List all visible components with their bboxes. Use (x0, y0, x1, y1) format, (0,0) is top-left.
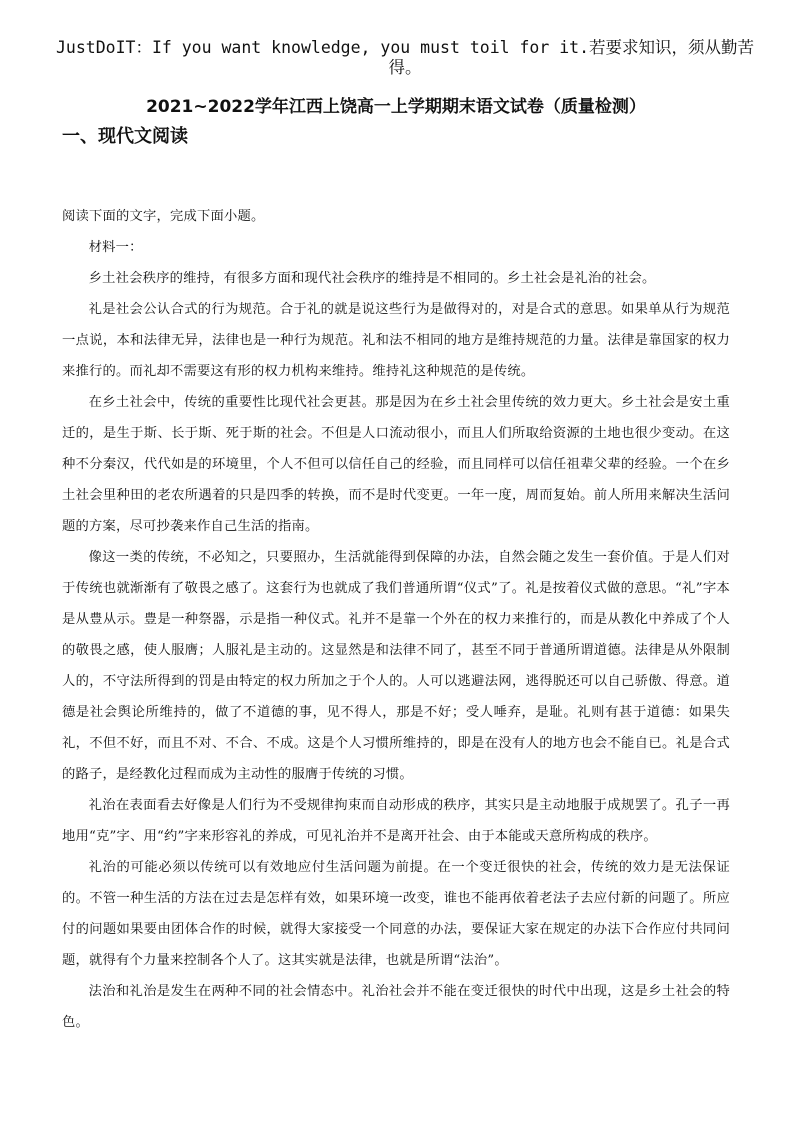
paragraph: 礼治在表面看去好像是人们行为不受规律拘束而自动形成的秩序，其实只是主动地服于成规罢了。孔子一再地用“克”字、用“约”字来形容礼的养成，可见礼治并不是离开社会、由于本能或天意所构成的秩序。 (62, 798, 730, 844)
paragraph: 在乡土社会中，传统的重要性比现代社会更甚。那是因为在乡土社会里传统的效力更大。乡土社会是安土重迁的，是生于斯、长于斯、死于斯的社会。不但是人口流动很小，而且人们所取给资源的土地也很少变动。在这种不分秦汉，代代如是的环境里，个人不但可以信任自己的经验，而且同样可以信任祖辈父辈的经验。一个在乡土社会里种田的老农所遇着的只是四季的转换，而不是时代变更。一年一度，周而复始。前人所用来解决生活问题的方案，尽可抄袭来作自己生活的指南。 (62, 395, 730, 534)
paragraph: 法治和礼治是发生在两种不同的社会情态中。礼治社会并不能在变迁很快的时代中出现，这是乡土社会的特色。 (62, 984, 730, 1030)
document-title: 2021~2022学年江西上饶高一上学期期末语文试卷（质量检测） (146, 97, 646, 117)
paragraph: 像这一类的传统，不必知之，只要照办，生活就能得到保障的办法，自然会随之发生一套价值。于是人们对于传统也就渐渐有了敬畏之感了。这套行为也就成了我们普通所谓“仪式”了。礼是按着仪式做的意思。“礼”字本是从豊从示。豊是一种祭器，示是指一种仪式。礼并不是靠一个外在的权力来推行的，而是从教化中养成了个人的敬畏之感，使人服膺；人服礼是主动的。这显然是和法律不同了，甚至不同于普通所谓道德。法律是从外限制人的，不守法所得到的罚是由特定的权力所加之于个人的。人可以逃避法网，逃得脱还可以自己骄傲、得意。道德是社会舆论所维持的，做了不道德的事，见不得人，那是不好；受人唾弃，是耻。礼则有甚于道德：如果失礼，不但不好，而且不对、不合、不成。这是个人习惯所维持的，即是在没有人的地方也会不能自已。礼是合式的路子，是经教化过程而成为主动性的服膺于传统的习惯。 (62, 550, 730, 782)
page-motto: JustDoIT：If you want knowledge, you must toil for it.若要求知识，须从勤苦得。 (55, 38, 755, 77)
paragraph: 礼是社会公认合式的行为规范。合于礼的就是说这些行为是做得对的，对是合式的意思。如果单从行为规范一点说，本和法律无异，法律也是一种行为规范。礼和法不相同的地方是维持规范的力量。法律是靠国家的权力来推行的。而礼却不需要这有形的权力机构来维持。维持礼这种规范的是传统。 (62, 302, 730, 379)
paragraph: 乡土社会秩序的维持，有很多方面和现代社会秩序的维持是不相同的。乡土社会是礼治的社会。 (88, 271, 656, 286)
reading-passage (62, 201, 730, 1038)
instruction-text: 阅读下面的文字，完成下面小题。 (62, 209, 265, 224)
material-label: 材料一： (88, 240, 143, 255)
paragraph: 礼治的可能必须以传统可以有效地应付生活问题为前提。在一个变迁很快的社会，传统的效力是无法保证的。不管一种生活的方法在过去是怎样有效，如果环境一改变，谁也不能再依着老法子去应付新的问题了。所应付的问题如果要由团体合作的时候，就得大家接受一个同意的办法，要保证大家在规定的办法下合作应付共同问题，就得有个力量来控制各个人了。这其实就是法律，也就是所谓“法治”。 (62, 860, 730, 968)
section-heading: 一、现代文阅读 (62, 126, 188, 147)
